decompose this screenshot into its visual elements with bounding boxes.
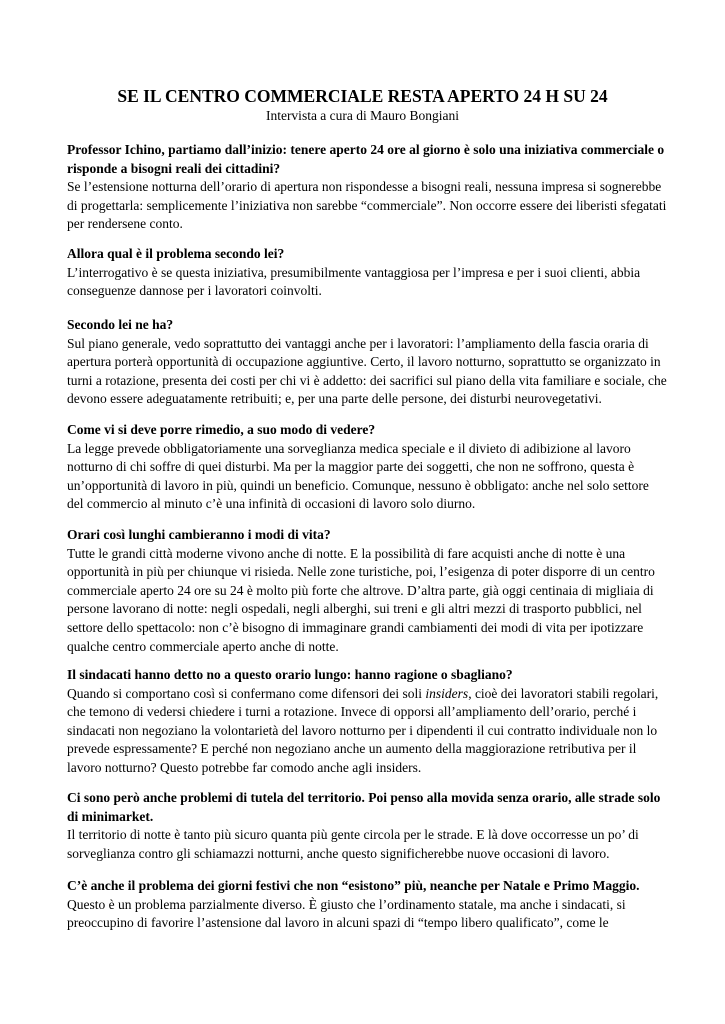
question-8: C’è anche il problema dei giorni festivi che non “esistono” più, neanche per Natale e Primo Maggio. [67, 878, 640, 893]
qa-block-2 [67, 245, 667, 301]
question-1: Professor Ichino, partiamo dall’inizio: tenere aperto 24 ore al giorno è solo una iniziativa commerciale o risponde a bisogni reali dei cittadini? [67, 142, 665, 176]
document-subtitle: Intervista a cura di Mauro Bongiani [265, 108, 460, 123]
answer-8: Questo è un problema parzialmente diverso. È giusto che l’ordinamento statale, ma anche i sindacati, si preoccupino di favorire l’astensione dal lavoro in alcuni spazi di “tempo libero qualificato”, come le [67, 896, 626, 931]
answer-7: Il territorio di notte è tanto più sicuro quanta più gente circola per le strade. E là dove occorresse un po’ di sorveglianza contro gli schiamazzi notturni, anche questo significherebbe nuove occasioni di lavoro. [67, 827, 639, 861]
answer-3: Sul piano generale, vedo soprattutto dei vantaggi anche per i lavoratori: l’ampliamento della fascia oraria di apertura porterà opportunità di occupazione aggiuntive. Certo, il lavoro notturno, soprattutto se organizzato in turni a rotazione, presenta dei costi per chi vi è addetto: dei sacrifici sul piano della vita familiare e sociale, che devono essere adeguatamente retribuiti; e, per una parte delle persone, dei disturbi neurovegetativi. [67, 335, 667, 407]
answer-6-italic-term: insiders [425, 685, 469, 701]
qa-block-3 [67, 316, 667, 409]
qa-block-6 [67, 666, 667, 778]
question-3: Secondo lei ne ha? [67, 317, 174, 332]
qa-block-4 [67, 421, 667, 514]
question-5: Orari così lunghi cambieranno i modi di vita? [67, 527, 331, 542]
qa-block-8 [67, 877, 667, 933]
answer-2: L’interrogativo è se questa iniziativa, presumibilmente vantaggiosa per l’impresa e per i suoi clienti, abbia conseguenze dannose per i lavoratori coinvolti. [67, 264, 641, 299]
question-4: Come vi si deve porre rimedio, a suo modo di vedere? [67, 422, 376, 437]
answer-5: Tutte le grandi città moderne vivono anche di notte. E la possibilità di fare acquisti anche di notte è una opportunità in più per chiunque vi risieda. Nelle zone turistiche, poi, l’esigenza di poter disporre di un centro commerciale aperto 24 ore su 24 è molto più forte che altrove. D’altra parte, già oggi centinaia di migliaia di persone lavorano di notte: negli ospedali, negli alberghi, sui treni e gli altri mezzi di trasporto pubblici, nel settore dello spettacolo: non c’è bisogno di immaginare grandi cambiamenti dei modi di vita per ipotizzare qualche centro commerciale aperto anche di notte. [67, 545, 655, 654]
answer-6 [67, 685, 667, 778]
answer-4: La legge prevede obbligatoriamente una sorveglianza medica speciale e il divieto di adibizione al lavoro notturno di chi soffre di quei disturbi. Ma per la maggior parte dei soggetti, che non ne soffrono, questa è un’opportunità di lavoro in più, quindi un beneficio. Comunque, nessuno è obbligato: anche nel solo settore del commercio al minuto c’è una infinità di occasioni di lavoro solo diurno. [67, 440, 649, 512]
answer-6-text-start: Quando si comportano così si confermano come difensori dei soli [67, 685, 426, 701]
qa-block-5 [67, 526, 667, 656]
answer-6-text-end: , cioè dei lavoratori stabili regolari, che temono di vedersi chiedere i turni a rotazione. Invece di opporsi all’ampliamento dell’orario, perché i sindacati non negoziano la volontarietà del lavoro notturno per i dipendenti il cui contratto individuale non lo prevede espressamente? E perché non negoziano anche un aumento della maggiorazione retributiva per il lavoro notturno? Questo potrebbe far comodo anche agli insiders. [67, 685, 659, 775]
question-2: Allora qual è il problema secondo lei? [67, 246, 285, 261]
document-title: SE IL CENTRO COMMERCIALE RESTA APERTO 24 H SU 24 [117, 86, 608, 106]
qa-block-7 [67, 789, 667, 863]
qa-block-1 [67, 141, 667, 234]
question-6: Il sindacati hanno detto no a questo orario lungo: hanno ragione o sbagliano? [67, 667, 513, 682]
question-7: Ci sono però anche problemi di tutela del territorio. Poi penso alla movida senza orario, alle strade solo di minimarket. [67, 790, 661, 824]
answer-1: Se l’estensione notturna dell’orario di apertura non rispondesse a bisogni reali, nessuna impresa si sognerebbe di progettarla: semplicemente l’iniziativa non sarebbe “commerciale”. Non occorre essere dei liberisti sfegatati per rendersene conto. [67, 179, 667, 232]
